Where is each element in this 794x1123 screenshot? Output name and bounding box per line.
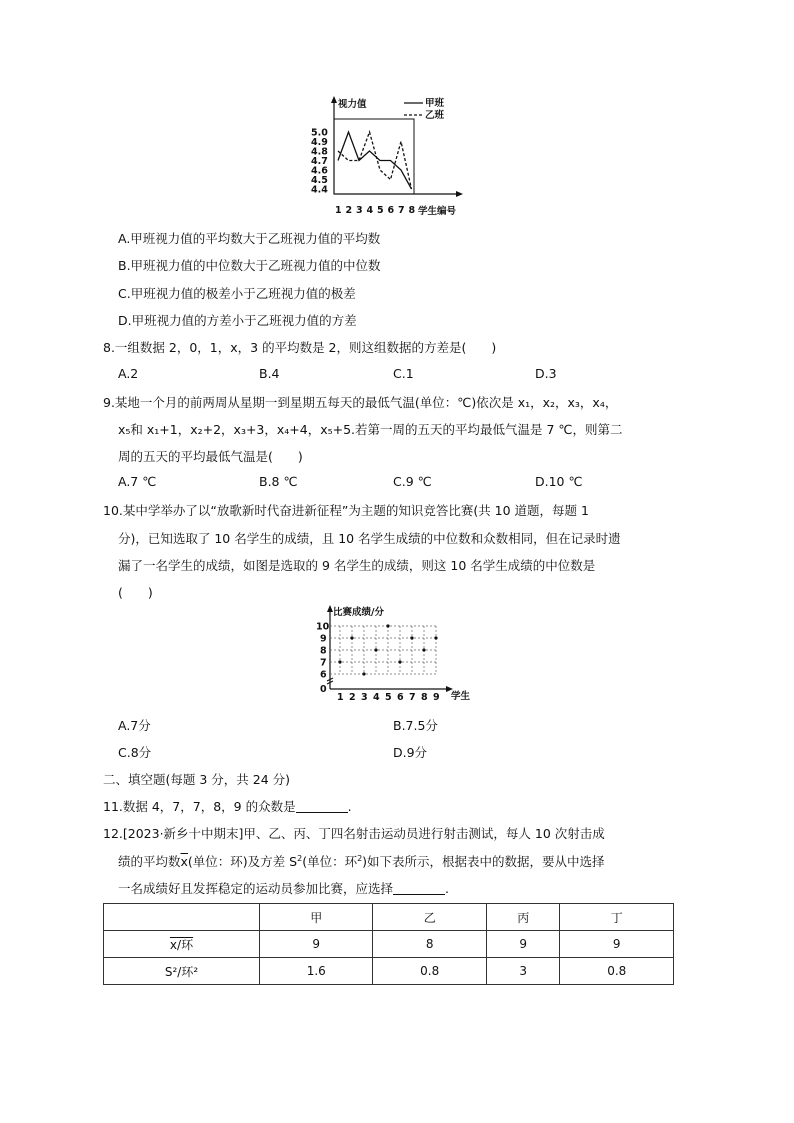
series-line-yi [338,132,412,189]
q11-stem: 11.数据 4，7，7，8，9 的众数是 [103,799,296,814]
q8-option-a[interactable]: A.2 [118,366,139,381]
y-tick-label: 10 [316,621,330,633]
score-point [410,636,413,639]
q8-stem: 8.一组数据 2，0，1，x，3 的平均数是 2，则这组数据的方差是( ) [103,340,497,355]
section-2-heading: 二、填空题(每题 3 分，共 24 分) [103,772,291,787]
q10-option-b[interactable]: B.7.5分 [393,718,438,733]
q10-line3: 漏了一名学生的成绩，如图是选取的 9 名学生的成绩，则这 10 名学生成绩的中位数是 [118,558,596,573]
y-axis-arrow [331,96,337,103]
table-cell: 9 [260,931,373,958]
x-tick-label: 8 [408,205,416,216]
x-tick-label: 7 [409,692,416,703]
q12-line2a: 绩的平均数 [118,854,181,869]
table-cell: 0.8 [373,958,486,985]
q9-option-a[interactable]: A.7 ℃ [118,474,157,489]
table-header-cell: 甲 [260,904,373,931]
table-cell: 8 [373,931,486,958]
table-header-cell: 丙 [486,904,560,931]
score-scatter-chart [315,603,475,703]
y-tick-label: 4.7 [311,156,328,167]
y-tick-label: 4.6 [311,165,328,177]
q7-option-a[interactable]: A.甲班视力值的平均数大于乙班视力值的平均数 [118,231,381,246]
q10-option-a[interactable]: A.7分 [118,718,151,733]
y-tick-label: 5.0 [311,127,328,139]
y-axis-label: 比赛成绩/分 [333,607,384,618]
table-header-cell: 乙 [373,904,486,931]
x-tick-label: 2 [345,205,353,216]
x-tick-label: 8 [421,692,428,703]
table-row [104,958,674,985]
q9-line3: 周的五天的平均最低气温是( ) [118,449,303,464]
x-tick-label: 1 [337,692,344,703]
legend [404,97,445,121]
x-tick-label: 9 [433,692,440,703]
q11-end: . [347,799,352,814]
score-point [434,636,437,639]
x-tick-label: 6 [397,692,404,703]
score-point [362,672,365,675]
q11 [103,797,352,815]
q8-option-d[interactable]: D.3 [535,366,557,381]
y-tick-label: 9 [320,633,327,645]
y-tick-label: 7 [320,657,327,669]
q9-option-d[interactable]: D.10 ℃ [535,474,583,489]
q10-option-d[interactable]: D.9分 [393,745,428,760]
table-cell: 1.6 [260,958,373,985]
x-tick-label: 1 [335,205,342,216]
table-cell: 0.8 [560,958,674,985]
x-tick-label: 5 [385,692,392,703]
score-point [386,624,389,627]
y-axis-label: 视力值 [338,99,367,110]
q12-line3-text: 一名成绩好且发挥稳定的运动员参加比赛，应选择 [118,881,394,896]
x-axis-label: 学生编号 [418,206,457,217]
q12-line3 [118,879,449,897]
q10-line2: 分)，已知选取了 10 名学生的成绩，且 10 名学生成绩的中位数和众数相同，但在记录时遗 [118,531,621,546]
q7-option-c[interactable]: C.甲班视力值的极差小于乙班视力值的极差 [118,286,356,301]
y-tick-label: 8 [320,645,327,657]
y-tick-label: 6 [320,669,327,681]
score-point [374,648,377,651]
q10-line1: 10.某中学举办了以“放歌新时代奋进新征程”为主题的知识竞答比赛(共 10 道题，每题 1 [103,503,589,518]
x-bar-symbol: $\overline{x}$ [180,854,188,869]
x-tick-label: 6 [387,205,395,216]
q9-line1: 9.某地一个月的前两周从星期一到星期五每天的最低气温(单位：℃)依次是 x₁，x₂，x₃，x₄， [103,395,618,410]
x-tick-label: 4 [366,205,374,216]
q12-line2 [118,852,605,870]
x-tick-label: 4 [373,692,380,703]
table-header-row [104,904,674,931]
square-superscript-unit: 2 [357,854,363,863]
x-tick-label: 7 [398,205,405,216]
q12-line2d: )如下表所示，根据表中的数据，要从中选择 [362,854,605,869]
x-tick-label: 3 [356,205,363,216]
table-row [104,931,674,958]
series-line-jia [338,132,412,189]
q8-option-b[interactable]: B.4 [259,366,280,381]
q10-option-c[interactable]: C.8分 [118,745,152,760]
q12-line2c: (单位：环 [302,854,358,869]
score-point [398,660,401,663]
score-point [338,660,341,663]
y-tick-label: 4.4 [311,184,328,196]
q9-option-b[interactable]: B.8 ℃ [259,474,298,489]
legend-label-jia: 甲班 [425,98,445,109]
q7-option-d[interactable]: D.甲班视力值的方差小于乙班视力值的方差 [118,313,357,328]
table-row-label [104,931,260,958]
x-tick-label: 2 [349,692,356,703]
q12-line2b: (单位：环)及方差 S [187,854,298,869]
y-tick-label: 0 [320,684,327,695]
score-point [350,636,353,639]
q12-answer-blank[interactable] [393,883,445,895]
q11-answer-blank[interactable] [296,801,348,813]
q9-line2: x₅和 x₁+1，x₂+2，x₃+3，x₄+4，x₅+5.若第一周的五天的平均最低气温是 7 ℃，则第二 [118,422,623,437]
y-tick-label: 4.5 [311,175,328,186]
table-header-cell: 丁 [560,904,674,931]
square-superscript: 2 [297,854,303,863]
x-axis-label: 学生 [451,691,471,702]
table-cell: 9 [486,931,560,958]
table-cell: 3 [486,958,560,985]
table-row-label: S²/环² [104,958,260,985]
q7-option-b[interactable]: B.甲班视力值的中位数大于乙班视力值的中位数 [118,258,381,273]
table-cell: 9 [560,931,674,958]
x-tick-label: 5 [377,205,384,216]
q9-option-c[interactable]: C.9 ℃ [393,474,432,489]
x-tick-label: 3 [361,692,368,703]
plot-frame [334,119,414,194]
q8-option-c[interactable]: C.1 [393,366,414,381]
y-tick-label: 4.8 [311,146,328,158]
q10-line4: ( ) [118,585,153,600]
x-axis-arrow [456,191,463,197]
vision-line-chart [308,94,478,218]
legend-label-yi: 乙班 [425,110,445,121]
score-point [422,648,425,651]
q12-end: . [445,881,449,896]
y-tick-label: 4.9 [311,137,328,148]
mean-label: x/环 [169,937,194,952]
q12-line1: 12.[2023·新乡十中期末]甲、乙、丙、丁四名射击运动员进行射击测试，每人 10 次射击成 [103,826,605,841]
table-header-cell [104,904,260,931]
stats-table [103,903,674,985]
